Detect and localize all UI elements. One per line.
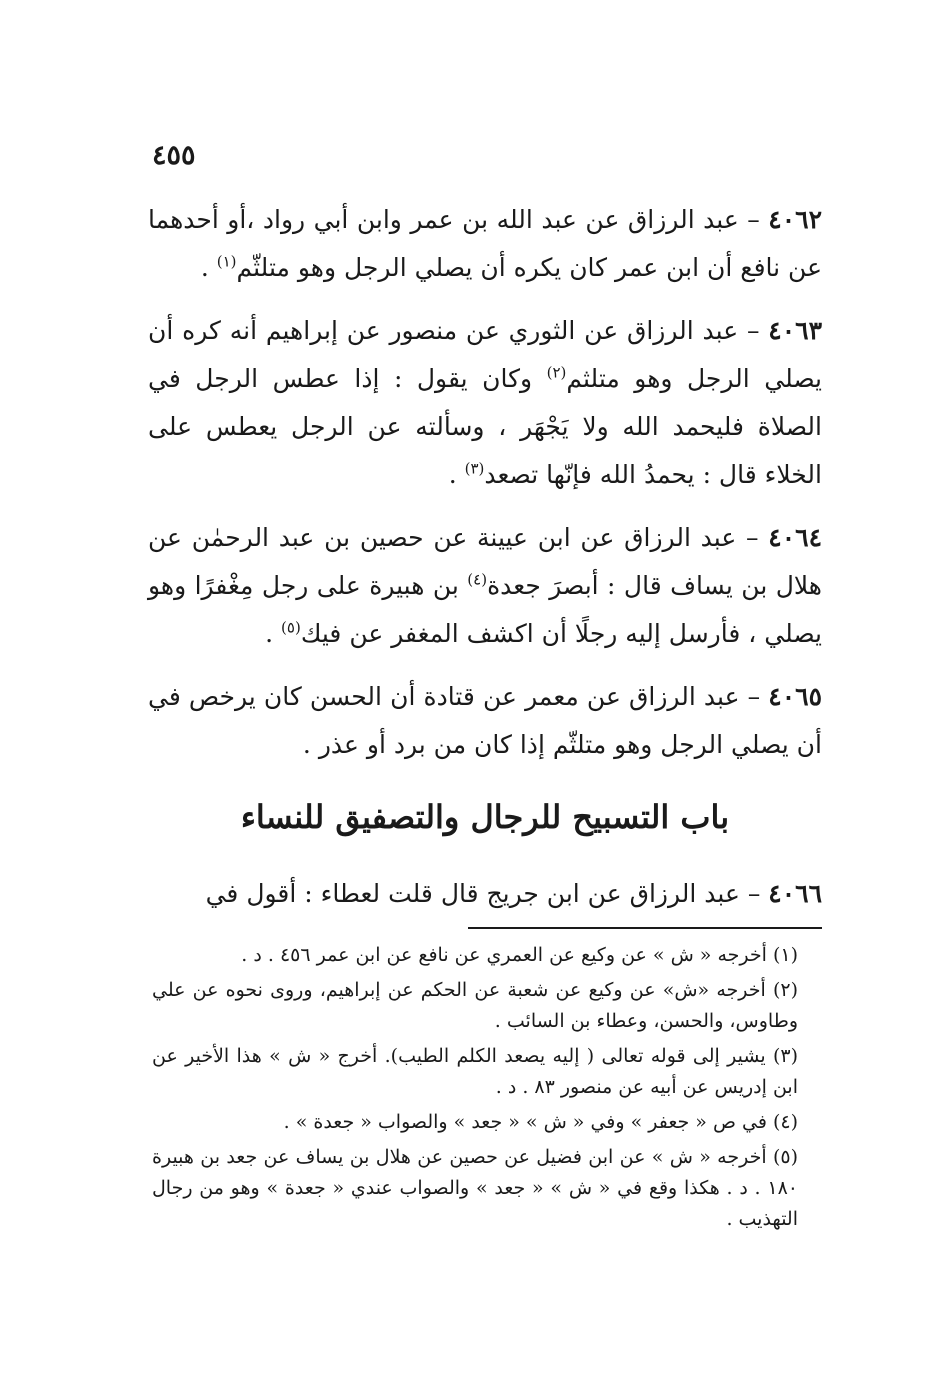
hadith-number: ٤٠٦٤ [768, 523, 822, 552]
hadith-number: ٤٠٦٦ [768, 879, 822, 908]
hadith-number: ٤٠٦٣ [768, 316, 822, 345]
hadith-text: – عبد الرزاق عن عبد الله بن عمر وابن أبي رواد ،أو أحدهما عن نافع أن ابن عمر كان يكره أن يصلي الرجل وهو متلثّم [148, 205, 822, 282]
hadith-entry [148, 673, 822, 769]
hadith-entry [148, 307, 822, 499]
footnote-divider [468, 927, 822, 929]
page-number: ٤٥٥ [152, 140, 196, 171]
footnote: (٥) أخرجه « ش » عن ابن فضيل عن حصين عن هلال بن يساف عن جعد بن هبيرة ١٨٠ . د . هكذا وقع في « ش » « جعد » والصواب عندي « جعدة » وهو من رجال التهذيب . [152, 1146, 798, 1230]
hadith-number: ٤٠٦٥ [768, 682, 822, 711]
hadith-text-tail: . [200, 253, 217, 282]
footnote-marker: (٢) [546, 363, 567, 382]
hadith-entry [148, 870, 822, 918]
footnote-marker: (١) [216, 252, 237, 271]
footnote-marker: (٣) [464, 459, 485, 478]
footnote-marker: (٥) [281, 618, 301, 637]
footnote: (٣) يشير إلى قوله تعالى ( إليه يصعد الكلم الطيب). أخرج « ش » هذا الأخير عن ابن إدريس عن أبيه عن منصور ٨٣ . د . [152, 1045, 798, 1098]
hadith-text-tail: وكان يقول : إذا عطس الرجل في الصلاة فليحمد الله ولا يَجْهَر ، وسألته عن الرجل يعطس على الخلاء قال : يحمدُ الله فإنّها تصعد [148, 364, 822, 489]
hadith-text: – عبد الرزاق عن ابن عيينة عن حصين بن عبد الرحمٰن عن هلال بن يساف قال : أبصرَ جعدة [148, 523, 822, 600]
hadith-text-tail: . [265, 619, 282, 648]
hadith-text: – عبد الرزاق عن ابن جريج قال قلت لعطاء : أقول في [205, 879, 761, 908]
footnote: (٤) في ص « جعفر » وفي « ش » « جعد » والصواب « جعدة » . [283, 1111, 798, 1133]
hadith-text-tail: بن هبيرة على رجل مِغْفرًا وهو يصلي ، فأرسل إليه رجلًا أن اكشف المغفر عن فيك [148, 571, 822, 648]
footnote-marker: (٤) [467, 570, 488, 589]
hadith-text: – عبد الرزاق عن معمر عن قتادة أن الحسن كان يرخص في أن يصلي الرجل وهو متلثّم إذا كان من برد أو عذر . [148, 682, 822, 759]
main-text [148, 196, 822, 933]
footnotes [152, 940, 822, 1239]
hadith-entry [148, 514, 822, 658]
hadith-number: ٤٠٦٢ [768, 205, 822, 234]
hadith-entry [148, 196, 822, 292]
footnote: (١) أخرجه « ش » عن وكيع عن العمري عن نافع عن ابن عمر ٤٥٦ . د . [241, 944, 798, 966]
hadith-text: – عبد الرزاق عن الثوري عن منصور عن إبراهيم أنه كره أن يصلي الرجل وهو متلثم [148, 316, 822, 393]
hadith-text-tail: . [448, 460, 465, 489]
footnote: (٢) أخرجه «ش» عن وكيع عن شعبة عن الحكم عن إبراهيم، وروى نحوه عن علي وطاوس، والحسن، وعطاء بن السائب . [152, 979, 798, 1032]
chapter-title: باب التسبيح للرجال والتصفيق للنساء [240, 798, 730, 836]
